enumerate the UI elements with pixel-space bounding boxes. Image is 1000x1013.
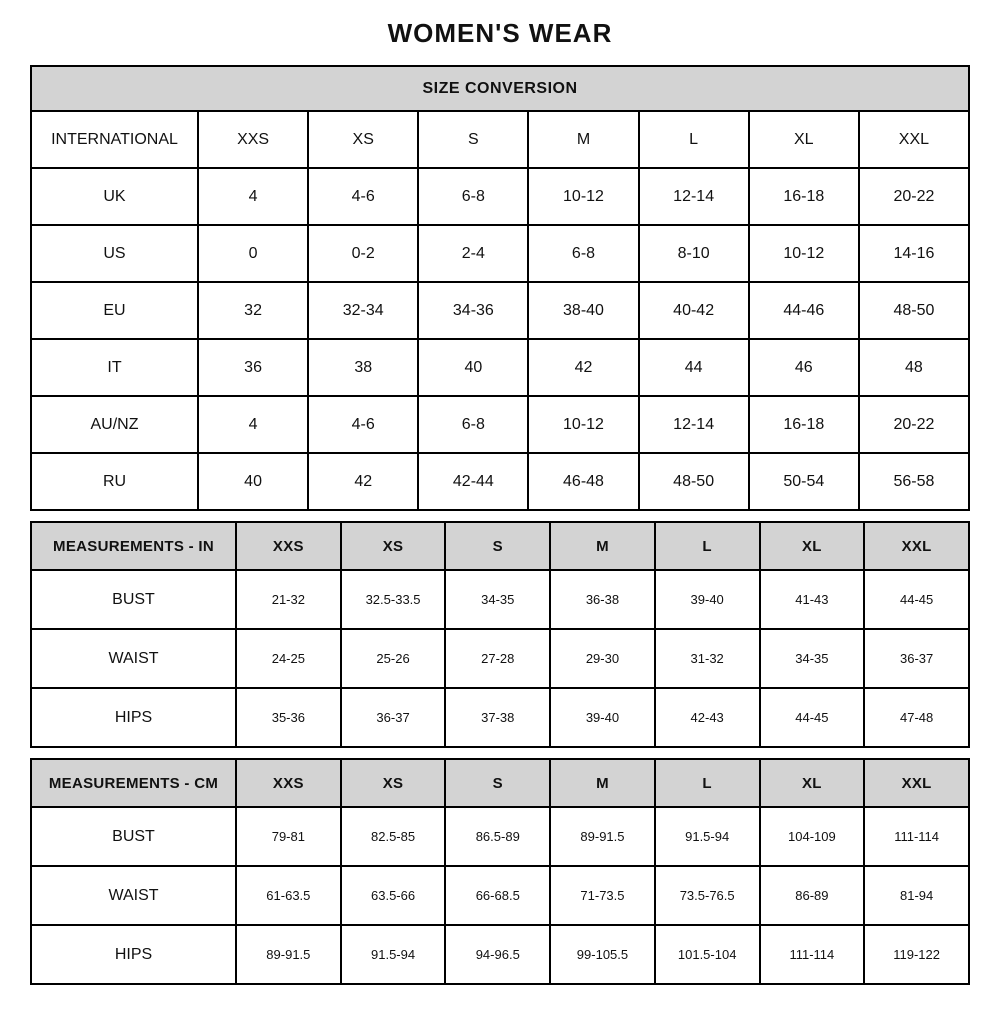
table-cell: 37-38 bbox=[445, 688, 550, 747]
table-cell: 71-73.5 bbox=[550, 866, 655, 925]
table-row bbox=[31, 396, 969, 453]
table-cell: 12-14 bbox=[639, 396, 749, 453]
table-cell: 42 bbox=[308, 453, 418, 510]
column-header-m: M bbox=[528, 111, 638, 168]
table-cell: 39-40 bbox=[550, 688, 655, 747]
row-label-waist: WAIST bbox=[31, 629, 236, 688]
table-row bbox=[31, 225, 969, 282]
table-cell: 36-37 bbox=[341, 688, 446, 747]
column-header-s: S bbox=[445, 759, 550, 807]
table-cell: 40 bbox=[198, 453, 308, 510]
column-header-xs: XS bbox=[308, 111, 418, 168]
size-conversion-table bbox=[30, 65, 970, 511]
table-cell: 0 bbox=[198, 225, 308, 282]
table-cell: 24-25 bbox=[236, 629, 341, 688]
table-cell: 32 bbox=[198, 282, 308, 339]
table-cell: 44-45 bbox=[760, 688, 865, 747]
table-cell: 48 bbox=[859, 339, 969, 396]
row-label-hips: HIPS bbox=[31, 688, 236, 747]
row-label-it: IT bbox=[31, 339, 198, 396]
table-cell: 20-22 bbox=[859, 168, 969, 225]
row-label-hips: HIPS bbox=[31, 925, 236, 984]
table-cell: 111-114 bbox=[760, 925, 865, 984]
table-cell: 40-42 bbox=[639, 282, 749, 339]
table-cell: 4-6 bbox=[308, 168, 418, 225]
table-cell: 16-18 bbox=[749, 168, 859, 225]
table-cell: 86-89 bbox=[760, 866, 865, 925]
table-cell: 6-8 bbox=[418, 168, 528, 225]
table-cell: 10-12 bbox=[528, 168, 638, 225]
table-cell: 48-50 bbox=[859, 282, 969, 339]
row-label-eu: EU bbox=[31, 282, 198, 339]
table-cell: 73.5-76.5 bbox=[655, 866, 760, 925]
table-row bbox=[31, 168, 969, 225]
table-cell: 32.5-33.5 bbox=[341, 570, 446, 629]
table-cell: 8-10 bbox=[639, 225, 749, 282]
table-cell: 63.5-66 bbox=[341, 866, 446, 925]
table-cell: 47-48 bbox=[864, 688, 969, 747]
table-cell: 66-68.5 bbox=[445, 866, 550, 925]
table-cell: 35-36 bbox=[236, 688, 341, 747]
table-cell: 6-8 bbox=[528, 225, 638, 282]
table-cell: 91.5-94 bbox=[341, 925, 446, 984]
measurements-in-header-row bbox=[31, 522, 969, 570]
table-cell: 4 bbox=[198, 396, 308, 453]
table-cell: 39-40 bbox=[655, 570, 760, 629]
table-cell: 79-81 bbox=[236, 807, 341, 866]
measurements-cm-header-row bbox=[31, 759, 969, 807]
table-cell: 32-34 bbox=[308, 282, 418, 339]
table-cell: 41-43 bbox=[760, 570, 865, 629]
column-header-xxs: XXS bbox=[198, 111, 308, 168]
table-cell: 40 bbox=[418, 339, 528, 396]
table-cell: 36 bbox=[198, 339, 308, 396]
table-cell: 44 bbox=[639, 339, 749, 396]
table-row bbox=[31, 282, 969, 339]
column-header-xxs: XXS bbox=[236, 759, 341, 807]
table-row bbox=[31, 570, 969, 629]
table-cell: 82.5-85 bbox=[341, 807, 446, 866]
table-cell: 111-114 bbox=[864, 807, 969, 866]
table-cell: 99-105.5 bbox=[550, 925, 655, 984]
table-cell: 89-91.5 bbox=[236, 925, 341, 984]
table-cell: 46 bbox=[749, 339, 859, 396]
table-cell: 10-12 bbox=[528, 396, 638, 453]
table-cell: 27-28 bbox=[445, 629, 550, 688]
table-cell: 94-96.5 bbox=[445, 925, 550, 984]
table-row bbox=[31, 629, 969, 688]
table-cell: 81-94 bbox=[864, 866, 969, 925]
table-cell: 48-50 bbox=[639, 453, 749, 510]
table-cell: 101.5-104 bbox=[655, 925, 760, 984]
table-row bbox=[31, 925, 969, 984]
table-cell: 31-32 bbox=[655, 629, 760, 688]
row-label-ru: RU bbox=[31, 453, 198, 510]
table-cell: 36-38 bbox=[550, 570, 655, 629]
row-label-bust: BUST bbox=[31, 807, 236, 866]
page-title: WOMEN'S WEAR bbox=[387, 18, 613, 48]
table-cell: 34-35 bbox=[445, 570, 550, 629]
table-row bbox=[31, 453, 969, 510]
row-label-au-nz: AU/NZ bbox=[31, 396, 198, 453]
column-header-xxl: XXL bbox=[864, 522, 969, 570]
table-cell: 89-91.5 bbox=[550, 807, 655, 866]
table-row bbox=[31, 339, 969, 396]
table-cell: 42 bbox=[528, 339, 638, 396]
table-cell: 44-46 bbox=[749, 282, 859, 339]
table-cell: 38-40 bbox=[528, 282, 638, 339]
column-header-l: L bbox=[655, 522, 760, 570]
column-header-s: S bbox=[418, 111, 528, 168]
table-cell: 2-4 bbox=[418, 225, 528, 282]
column-header-xxl: XXL bbox=[859, 111, 969, 168]
table-cell: 42-43 bbox=[655, 688, 760, 747]
size-conversion-title-row bbox=[31, 66, 969, 111]
measurements-in-table bbox=[30, 521, 970, 748]
row-label-bust: BUST bbox=[31, 570, 236, 629]
column-header-international: INTERNATIONAL bbox=[31, 111, 198, 168]
table-cell: 86.5-89 bbox=[445, 807, 550, 866]
size-conversion-title: SIZE CONVERSION bbox=[31, 66, 969, 111]
table-cell: 4-6 bbox=[308, 396, 418, 453]
table-cell: 34-35 bbox=[760, 629, 865, 688]
column-header-s: S bbox=[445, 522, 550, 570]
column-header-l: L bbox=[655, 759, 760, 807]
table-row bbox=[31, 688, 969, 747]
table-cell: 36-37 bbox=[864, 629, 969, 688]
column-header-l: L bbox=[639, 111, 749, 168]
table-cell: 104-109 bbox=[760, 807, 865, 866]
column-header-xl: XL bbox=[760, 522, 865, 570]
row-label-us: US bbox=[31, 225, 198, 282]
column-header-xs: XS bbox=[341, 522, 446, 570]
table-cell: 6-8 bbox=[418, 396, 528, 453]
table-cell: 20-22 bbox=[859, 396, 969, 453]
column-header-xs: XS bbox=[341, 759, 446, 807]
table-row bbox=[31, 866, 969, 925]
column-header-xl: XL bbox=[749, 111, 859, 168]
row-label-uk: UK bbox=[31, 168, 198, 225]
table-cell: 0-2 bbox=[308, 225, 418, 282]
table-cell: 61-63.5 bbox=[236, 866, 341, 925]
row-label-waist: WAIST bbox=[31, 866, 236, 925]
table-cell: 50-54 bbox=[749, 453, 859, 510]
table-row bbox=[31, 807, 969, 866]
column-header-xl: XL bbox=[760, 759, 865, 807]
table-cell: 34-36 bbox=[418, 282, 528, 339]
table-cell: 10-12 bbox=[749, 225, 859, 282]
table-cell: 56-58 bbox=[859, 453, 969, 510]
table-cell: 12-14 bbox=[639, 168, 749, 225]
table-cell: 29-30 bbox=[550, 629, 655, 688]
table-cell: 119-122 bbox=[864, 925, 969, 984]
column-header-m: M bbox=[550, 522, 655, 570]
size-conversion-header-row bbox=[31, 111, 969, 168]
table-cell: 38 bbox=[308, 339, 418, 396]
table-cell: 46-48 bbox=[528, 453, 638, 510]
table-cell: 4 bbox=[198, 168, 308, 225]
column-header-xxl: XXL bbox=[864, 759, 969, 807]
column-header-xxs: XXS bbox=[236, 522, 341, 570]
table-cell: 44-45 bbox=[864, 570, 969, 629]
table-cell: 14-16 bbox=[859, 225, 969, 282]
column-header-measurements-cm: MEASUREMENTS - CM bbox=[31, 759, 236, 807]
table-cell: 42-44 bbox=[418, 453, 528, 510]
table-cell: 25-26 bbox=[341, 629, 446, 688]
measurements-cm-table bbox=[30, 758, 970, 985]
table-cell: 91.5-94 bbox=[655, 807, 760, 866]
table-cell: 21-32 bbox=[236, 570, 341, 629]
column-header-measurements-in: MEASUREMENTS - IN bbox=[31, 522, 236, 570]
table-cell: 16-18 bbox=[749, 396, 859, 453]
column-header-m: M bbox=[550, 759, 655, 807]
